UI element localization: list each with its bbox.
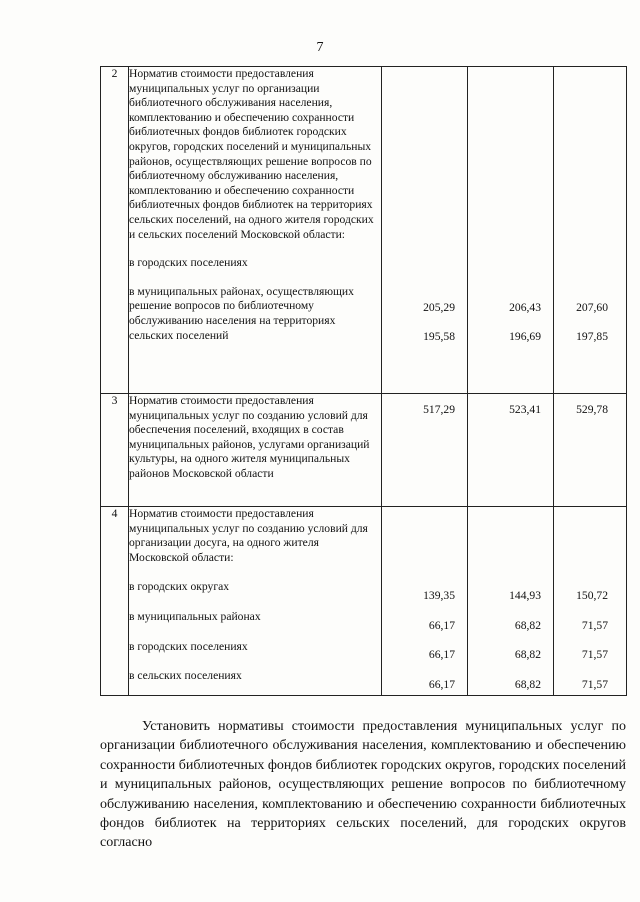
body-paragraph: Установить нормативы стоимости предоставления муниципальных услуг по организации библиотечного обслуживания населения, комплектованию и обеспечению сохранности библиотечных фондов библиотек городских округов, городских поселений и муниципальных районов, осуществляющих решение вопросов по библиотечному обслуживанию населения, комплектованию и обеспечению сохранности библиотечных фондов библиотек на территориях сельских поселений, для городских округов согласно [100,719,626,851]
value: 207,60 [576,301,608,314]
sub-item-label: в городских поселениях [129,256,248,270]
row-number: 4 [101,507,129,696]
row-title: Норматив стоимости предоставления муниципальных услуг по созданию условий для организации досуга, на одного жителя Московской области: [129,507,368,564]
sub-item-label: в муниципальных районах, осуществляющих решение вопросов по библиотечному обслуживанию населения на территориях сельских поселений [129,284,354,342]
value-cell [554,394,627,507]
row-title: Норматив стоимости предоставления муниципальных услуг по созданию условий для обеспечения поселений, входящих в состав муниципальных районов, услугами организаций культуры, на одного жителя муниципальных районов Московской области [129,394,370,480]
value: 71,57 [581,619,608,632]
table-row [101,394,627,507]
sub-item-label: в муниципальных районах [129,609,261,623]
value: 71,57 [581,648,608,661]
value-cell [382,507,468,696]
value-cell [382,67,468,394]
norms-table [100,66,627,696]
value: 205,29 [423,301,455,314]
row-description [129,507,382,696]
value: 68,82 [514,648,541,661]
value-cell [382,394,468,507]
value: 68,82 [514,678,541,691]
value-cell [468,507,554,696]
value-cell [468,394,554,507]
value: 139,35 [423,589,455,602]
value: 195,58 [423,330,455,343]
value: 517,29 [423,403,455,416]
value: 71,57 [581,678,608,691]
row-number: 3 [101,394,129,507]
value: 66,17 [428,678,455,691]
value: 66,17 [428,648,455,661]
value: 197,85 [576,330,608,343]
sub-item-label: в городских поселениях [129,639,248,653]
value: 144,93 [509,589,541,602]
page-number: 7 [316,40,324,55]
table-row [101,507,627,696]
row-description [129,67,382,394]
value: 68,82 [514,619,541,632]
value: 523,41 [509,403,541,416]
sub-item-label: в сельских поселениях [129,669,242,683]
row-description [129,394,382,507]
value: 66,17 [428,619,455,632]
row-title: Норматив стоимости предоставления муниципальных услуг по организации библиотечного обслуживания населения, комплектованию и обеспечению сохранности библиотечных фондов библиотек городских округов, городских поселений и муниципальных районов, осуществляющих решение вопросов по библиотечному обслуживанию населения, комплектованию и обеспечению сохранности библиотечных фондов библиотек на территориях сельских поселений, на одного жителя городских и сельских поселений Московской области: [129,67,374,241]
sub-item-label: в городских округах [129,580,230,594]
value: 196,69 [509,330,541,343]
table-row [101,67,627,394]
value-cell [468,67,554,394]
value: 529,78 [576,403,608,416]
value: 150,72 [576,589,608,602]
value: 206,43 [509,301,541,314]
row-number: 2 [101,67,129,394]
value-cell [554,507,627,696]
value-cell [554,67,627,394]
